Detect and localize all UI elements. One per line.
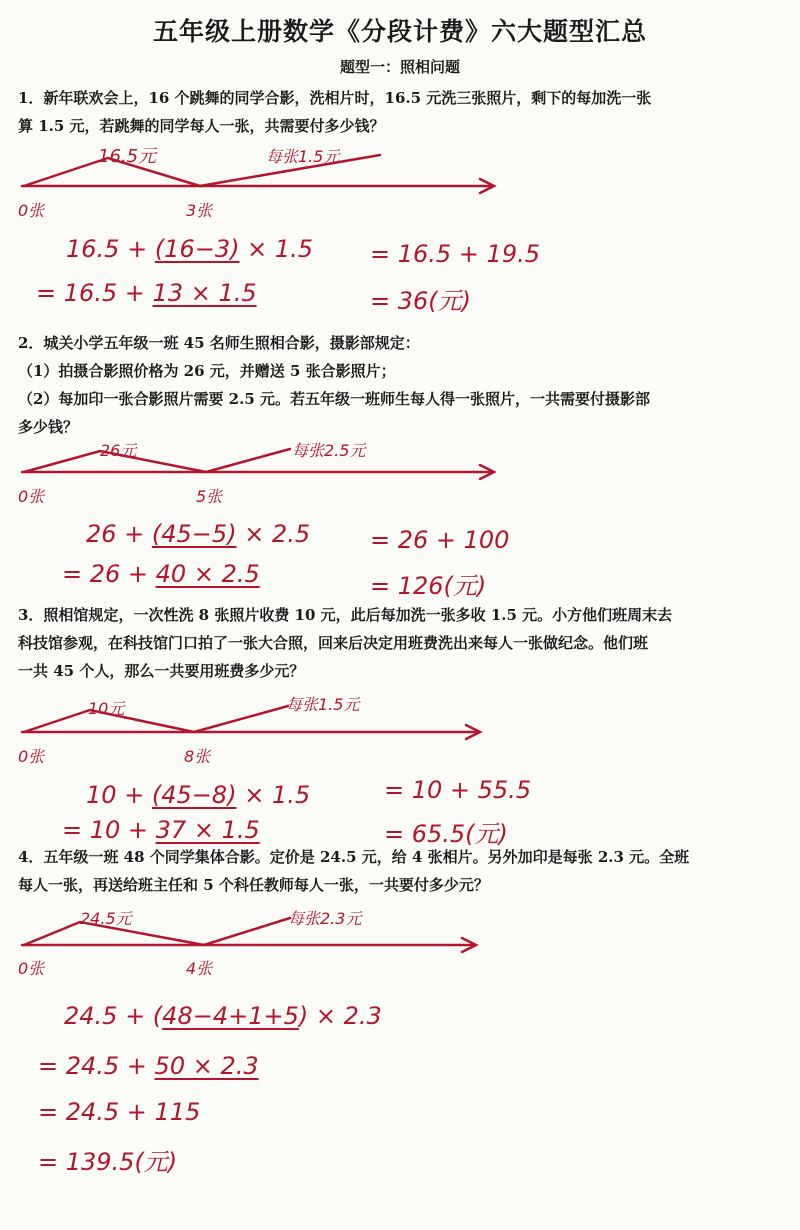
q1-start-label: 0张 (18, 201, 45, 220)
q4-calc-line1: 24.5 + (48−4+1+5) × 2.3 (64, 1002, 382, 1030)
q4-mid-label: 4张 (186, 959, 213, 978)
q1-result: = 36(元) (370, 287, 472, 315)
q2-mid-label: 5张 (196, 487, 223, 506)
q2-text (18, 329, 788, 441)
q1-seg1-label: 16.5元 (98, 146, 157, 167)
q4-seg1-label: 24.5元 (80, 909, 132, 928)
q1-calc-line3: = 16.5 + 19.5 (370, 240, 540, 268)
q1-line2: 算 1.5 元，若跳舞的同学每人一张，共需要付多少钱？ (18, 117, 385, 135)
q2-calc-line2: = 26 + 40 × 2.5 (62, 560, 260, 588)
q3-result: = 65.5(元) (384, 820, 508, 848)
page-title: 五年级上册数学《分段计费》六大题型汇总 (152, 17, 647, 46)
q3-line3: 一共 45 个人，那么一共要用班费多少元？ (18, 662, 305, 680)
q2-seg2-label: 每张2.5元 (292, 441, 366, 460)
q4-line2: 每人一张，再送给班主任和 5 个科任教师每人一张，一共要付多少元？ (18, 876, 489, 894)
q3-start-label: 0张 (18, 747, 45, 766)
q2-seg1-label: 26元 (100, 441, 137, 460)
q1-calc-line2: = 16.5 + 13 × 1.5 (36, 279, 257, 307)
q4-start-label: 0张 (18, 959, 45, 978)
q4-calc-line2: = 24.5 + 50 × 2.3 (38, 1052, 259, 1080)
q3-calc-line3: = 10 + 55.5 (384, 776, 532, 804)
q3-line2: 科技馆参观，在科技馆门口拍了一张大合照，回来后决定用班费洗出来每人一张做纪念。他们班 (18, 634, 649, 652)
q1-line1: 1．新年联欢会上，16 个跳舞的同学合影，洗相片时，16.5 元洗三张照片，剩下的每加洗一张 (18, 89, 652, 107)
q4-calc-line3: = 24.5 + 115 (38, 1098, 201, 1126)
q4-seg2-label: 每张2.3元 (288, 909, 362, 928)
q2-line1: 2．城关小学五年级一班 45 名师生照相合影，摄影部规定： (18, 334, 420, 352)
q4-text (18, 843, 788, 899)
q2-calc-line1: 26 + (45−5) × 2.5 (86, 520, 311, 548)
q1-mid-label: 3张 (186, 201, 213, 220)
q1-calc-line1: 16.5 + (16−3) × 1.5 (66, 235, 314, 263)
q3-mid-label: 8张 (184, 747, 211, 766)
q4-line1: 4．五年级一班 48 个同学集体合影。定价是 24.5 元，给 4 张相片。另外加印是每张 2.3 元。全班 (18, 848, 690, 866)
q3-line1: 3．照相馆规定，一次性洗 8 张照片收费 10 元，此后每加洗一张多收 1.5 元。小方他们班周末去 (18, 606, 673, 624)
q2-line2: （1）拍摄合影照价格为 26 元，并赠送 5 张合影照片； (18, 362, 396, 380)
q3-calc-line1: 10 + (45−8) × 1.5 (86, 781, 311, 809)
q2-start-label: 0张 (18, 487, 45, 506)
q2-line4: 多少钱？ (18, 418, 79, 436)
q3-text (18, 601, 788, 685)
q2-line3: （2）每加印一张合影照片需要 2.5 元。若五年级一班师生每人得一张照片，一共需要付摄影部 (18, 390, 650, 408)
q1-text (18, 84, 788, 140)
section-subtitle: 题型一：照相问题 (339, 58, 460, 76)
q1-seg2-label: 每张1.5元 (266, 147, 340, 166)
q3-calc-line2: = 10 + 37 × 1.5 (62, 816, 260, 844)
q3-seg1-label: 10元 (88, 699, 125, 718)
q3-seg2-label: 每张1.5元 (286, 695, 360, 714)
q2-calc-line3: = 26 + 100 (370, 526, 510, 554)
q2-result: = 126(元) (370, 572, 487, 600)
q4-result: = 139.5(元) (38, 1148, 178, 1176)
